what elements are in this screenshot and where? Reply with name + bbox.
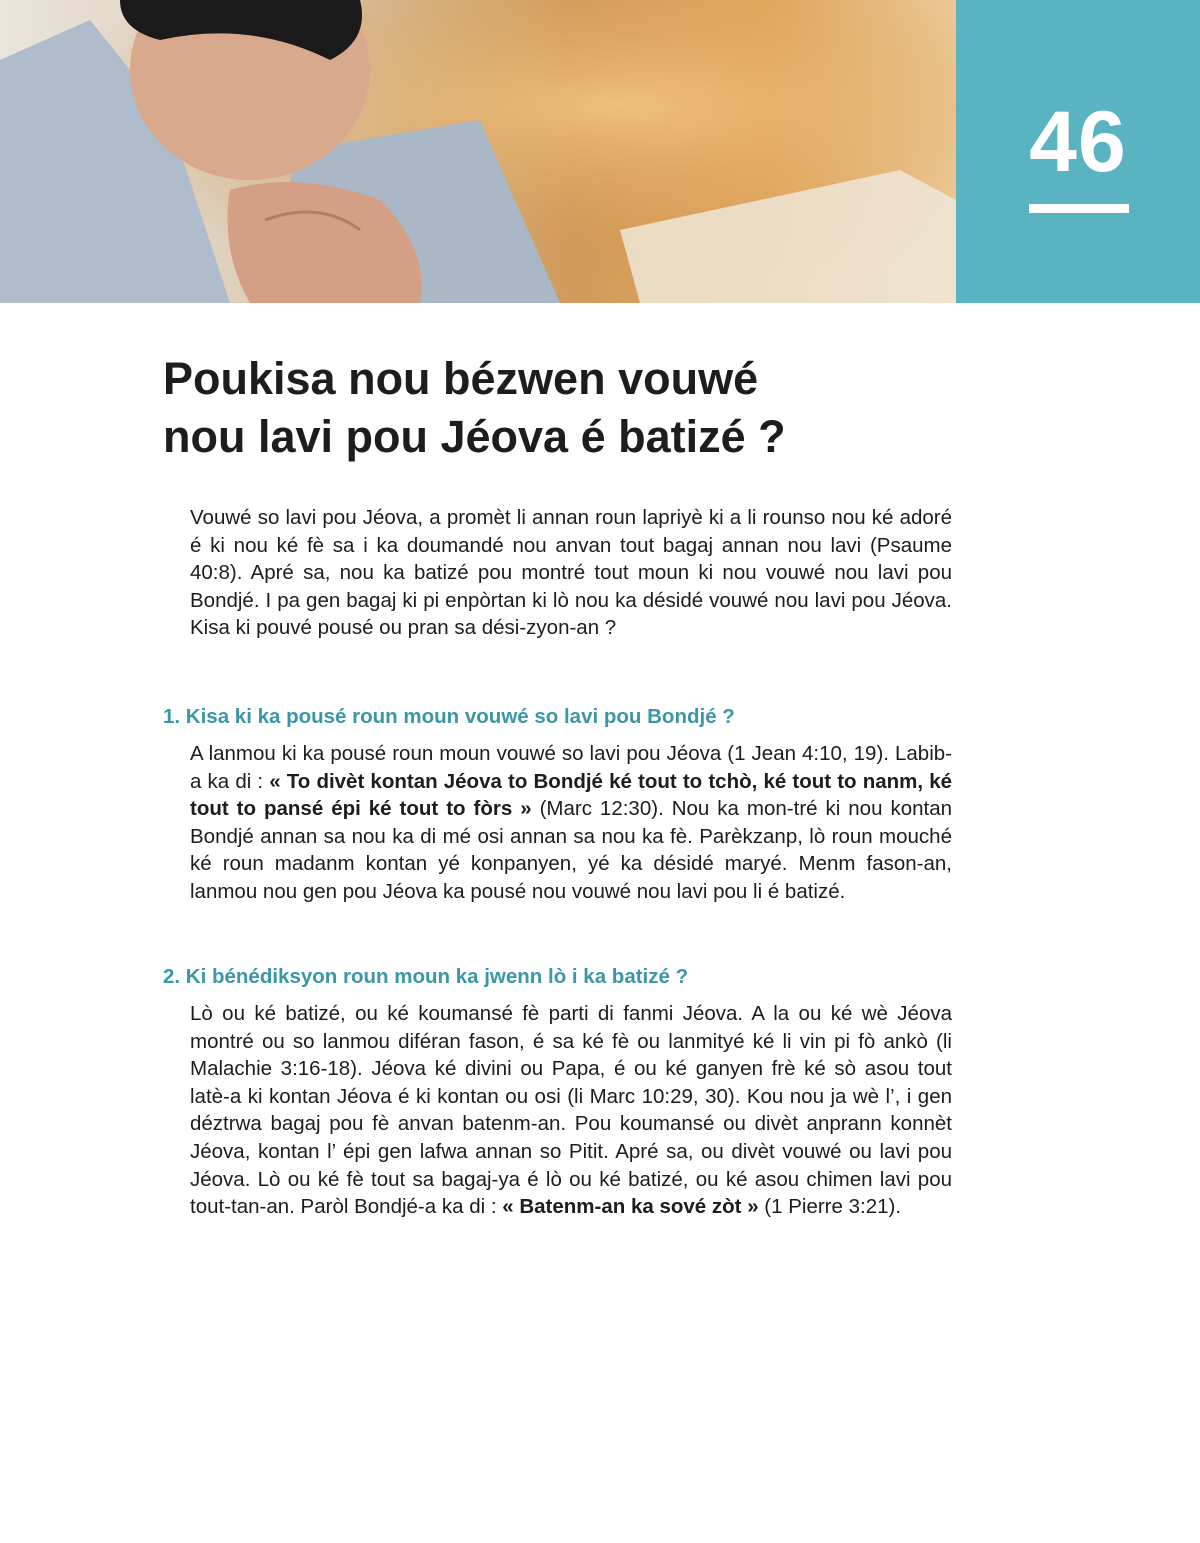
answer-1-paragraph (190, 740, 952, 906)
hero-photo (0, 0, 956, 303)
question-1: 1. Kisa ki ka pousé roun moun vouwé so lavi pou Bondjé ? (163, 705, 735, 728)
lesson-number-box (956, 0, 1200, 303)
answer-1-text-a: A lanmou ki ka pousé roun moun vouwé so lavi pou Jéova (1 Jean 4:10, 19). Labib-a ka di : (190, 742, 952, 793)
title-line-2: nou lavi pou Jéova é batizé ? (163, 411, 786, 462)
lesson-number: 46 (1029, 94, 1127, 190)
answer-2-paragraph (190, 1000, 952, 1221)
answer-1-scripture-quote: « To divèt kontan Jéova to Bondjé ké tout to tchò, ké tout to nanm, ké tout to pansé épi ké tout to fòrs » (190, 769, 952, 821)
answer-1-text-b: (Marc 12:30). Nou ka mon-tré ki nou kontan Bondjé annan sa nou ka di mé osi annan sa nou ka fè. Parèkzanp, lò roun mouché ké roun madanm kontan yé konpanyen, yé ka désidé maryé. Menm fason-an, lanmou nou gen pou Jéova ka pousé nou vouwé nou lavi pou li é batizé. (190, 797, 952, 903)
answer-2-text-a: Lò ou ké batizé, ou ké koumansé fè parti di fanmi Jéova. A la ou ké wè Jéova montré ou so lanmou diféran fason, é sa ké fè ou lanmityé ké li vin pi fò ankò (li Malachie 3:16-18). Jéova ké divini ou Papa, é ou ké ganyen frè ké sò asou tout latè-a ki kontan Jéova é ki kontan ou osi (li Marc 10:29, 30). Kou nou ja wè l’, i gen déztrwa bagaj pou fè anvan batenm-an. Pou koumansé ou divèt anprann konnèt Jéova, kontan l’ épi gen lafwa annan so Pitit. Apré sa, ou divèt vouwé ou lavi pou Jéova. Lò ou ké fè tout sa bagaj-ya é lò ou ké batizé, ou ké asou chimen lavi pou tout-tan-an. Paròl Bondjé-a ka di : (190, 1002, 952, 1219)
question-2: 2. Ki bénédiksyon roun moun ka jwenn lò i ka batizé ? (163, 965, 689, 988)
answer-2-text-b: (1 Pierre 3:21). (758, 1195, 902, 1219)
page-title (163, 350, 963, 466)
praying-man-photo (0, 0, 956, 303)
lesson-number-underline (1029, 204, 1129, 213)
intro-paragraph: Vouwé so lavi pou Jéova, a promèt li annan roun lapriyè ki a li rounso nou ké adoré é ki nou ké fè sa i ka doumandé nou anvan tout bagaj annan nou lavi (Psaume 40:8). Apré sa, nou ka batizé pou montré tout moun ki nou vouwé nou lavi pou Bondjé. I pa gen bagaj ki pi enpòrtan ki lò nou ka désidé vouwé nou lavi pou Jéova. Kisa ki pouvé pousé ou pran sa dési-zyon-an ? (190, 506, 952, 640)
title-line-1: Poukisa nou bézwen vouwé (163, 353, 759, 404)
answer-2-scripture-quote: « Batenm-an ka sové zòt » (502, 1195, 759, 1219)
